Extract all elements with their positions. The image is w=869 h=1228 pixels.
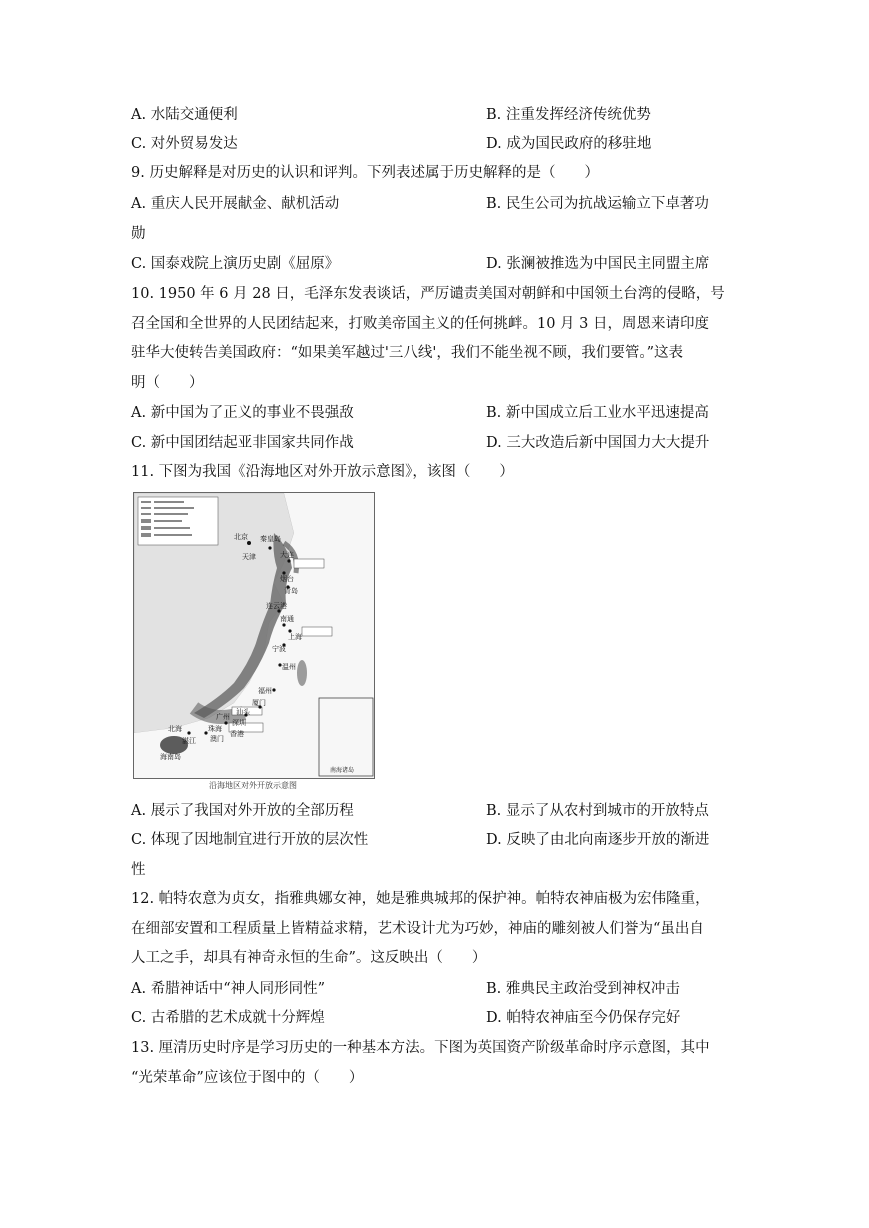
map-label-qinhuangdao: 秦皇岛 [260,535,281,543]
q11-option-c: C. 体现了因地制宜进行开放的层次性 [131,832,369,848]
q11-option-b: B. 显示了从农村到城市的开放特点 [486,803,709,819]
map-label-beihai: 北海 [168,725,182,733]
q12-option-a: A. 希腊神话中“神人同形同性” [131,981,326,997]
map-label-shanghai: 上海 [288,633,302,641]
map-label-yantai: 烟台 [280,575,294,583]
map-label-zhuhai: 珠海 [208,725,222,733]
q10-stem-line4: 明（ ） [131,375,204,391]
q8-option-d: D. 成为国民政府的移驻地 [486,136,652,152]
q10-stem-line3: 驻华大使转告美国政府：“如果美军越过'三八线'，我们不能坐视不顾，我们要管。”这表 [131,345,684,361]
q13-stem-line2: “光荣革命”应该位于图中的（ ） [131,1070,364,1086]
q11-stem: 11. 下图为我国《沿海地区对外开放示意图》，该图（ ） [131,464,514,480]
q11-option-d-continued: 性 [131,862,146,878]
q10-option-b: B. 新中国成立后工业水平迅速提高 [486,405,709,421]
q10-option-c: C. 新中国团结起亚非国家共同作战 [131,435,354,451]
q12-option-b: B. 雅典民主政治受到神权冲击 [486,981,680,997]
q9-option-a: A. 重庆人民开展献金、献机活动 [131,196,340,212]
map-label-xianggang: 香港 [230,730,244,738]
map-caption: 沿海地区对外开放示意图 [209,781,297,790]
map-label-guangzhou: 广州 [216,713,230,721]
q8-option-b: B. 注重发挥经济传统优势 [486,107,651,123]
q10-option-d: D. 三大改造后新中国国力大大提升 [486,435,710,451]
q12-stem-line2: 在细部安置和工程质量上皆精益求精，艺术设计尤为巧妙，神庙的雕刻被人们誉为“虽出自 [131,921,704,937]
map-label-fuzhou: 福州 [258,687,272,695]
map-label-nantong: 南通 [280,615,294,623]
q12-stem-line3: 人工之手，却具有神奇永恒的生命”。这反映出（ ） [131,950,487,966]
map-label-shantou: 汕头 [236,708,250,716]
q10-stem-line2: 召全国和全世界的人民团结起来，打败美帝国主义的任何挑衅。10 月 3 日，周恩来请印度 [131,316,709,332]
q11-option-a: A. 展示了我国对外开放的全部历程 [131,803,354,819]
map-label-ningbo: 宁波 [272,645,286,653]
map-label-qingdao: 青岛 [284,587,298,595]
q12-stem-line1: 12. 帕特农意为贞女，指雅典娜女神，她是雅典城邦的保护神。帕特农神庙极为宏伟隆重， [131,891,710,907]
map-label-tianjin: 天津 [242,553,256,561]
q9-option-b: B. 民生公司为抗战运输立下卓著功 [486,196,709,212]
q10-stem-line1: 10. 1950 年 6 月 28 日，毛泽东发表谈话，严厉谴责美国对朝鲜和中国领土台湾的侵略，号 [131,286,725,302]
q10-option-a: A. 新中国为了正义的事业不畏强敌 [131,405,354,421]
map-label-aomen: 澳门 [210,735,224,743]
q9-stem: 9. 历史解释是对历史的认识和评判。下列表述属于历史解释的是（ ） [131,165,599,181]
map-label-zhanjiang: 湛江 [182,737,196,745]
q13-stem-line1: 13. 厘清历史时序是学习历史的一种基本方法。下图为英国资产阶级革命时序示意图，其中 [131,1040,710,1056]
map-label-beijing: 北京 [234,533,248,541]
q8-option-c: C. 对外贸易发达 [131,136,238,152]
map-label-hainan: 海南岛 [160,753,181,761]
q8-option-a: A. 水陆交通便利 [131,107,238,123]
q9-option-b-continued: 勋 [131,226,146,242]
coastal-opening-map [133,492,375,779]
map-label-lianyungang: 连云港 [266,602,287,610]
q9-option-d: D. 张澜被推选为中国民主同盟主席 [486,256,710,272]
map-label-xiamen: 厦门 [252,699,266,707]
q12-option-c: C. 古希腊的艺术成就十分辉煌 [131,1010,325,1026]
map-label-shenzhen: 深圳 [232,719,246,727]
q12-option-d: D. 帕特农神庙至今仍保存完好 [486,1010,681,1026]
map-label-dalian: 大连 [280,551,294,559]
q9-option-c: C. 国泰戏院上演历史剧《屈原》 [131,256,340,272]
q11-option-d: D. 反映了由北向南逐步开放的渐进 [486,832,710,848]
map-label-nanhai: 南海诸岛 [330,767,355,774]
map-label-wenzhou: 温州 [282,663,296,671]
